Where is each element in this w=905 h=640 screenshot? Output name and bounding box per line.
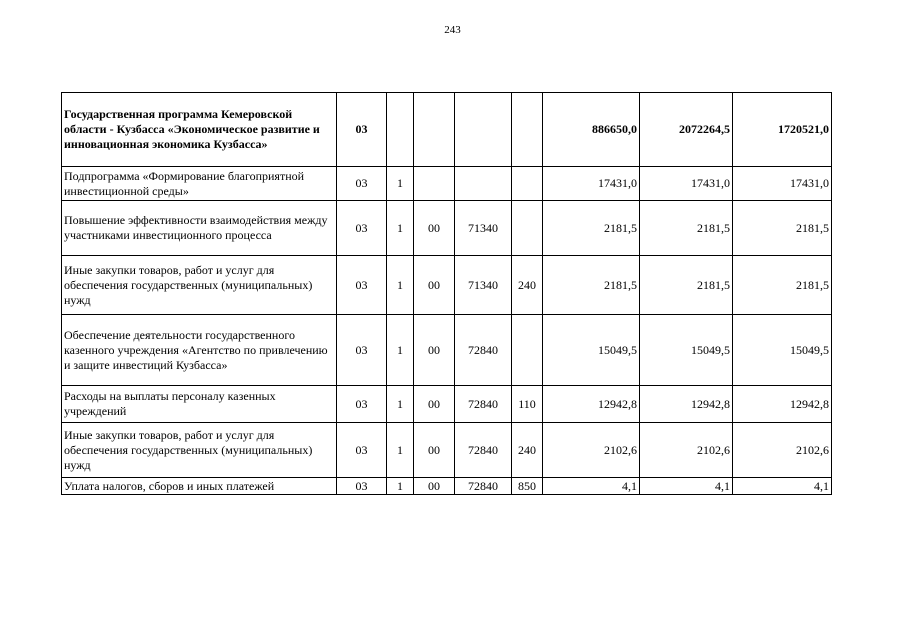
row-direction-code: 72840 bbox=[455, 315, 512, 386]
table-row bbox=[62, 386, 832, 423]
row-amount-2: 2181,5 bbox=[640, 201, 733, 256]
table-row bbox=[62, 478, 832, 495]
row-direction-code: 71340 bbox=[455, 256, 512, 315]
row-program-code bbox=[387, 93, 414, 167]
row-section-code: 03 bbox=[337, 93, 387, 167]
row-amount-1: 4,1 bbox=[543, 478, 640, 495]
row-direction-code bbox=[455, 93, 512, 167]
row-expense-type-code: 240 bbox=[512, 256, 543, 315]
row-amount-1: 2181,5 bbox=[543, 201, 640, 256]
row-amount-1: 12942,8 bbox=[543, 386, 640, 423]
row-section-code: 03 bbox=[337, 201, 387, 256]
row-section-code: 03 bbox=[337, 256, 387, 315]
row-name: Повышение эффективности взаимодействия между участниками инвестиционного процесса bbox=[62, 201, 337, 256]
row-subprogram-code bbox=[414, 167, 455, 201]
table-row bbox=[62, 315, 832, 386]
page-number: 243 bbox=[444, 24, 461, 36]
row-section-code: 03 bbox=[337, 167, 387, 201]
row-amount-1: 2181,5 bbox=[543, 256, 640, 315]
row-direction-code: 72840 bbox=[455, 478, 512, 495]
row-amount-2: 2072264,5 bbox=[640, 93, 733, 167]
row-subprogram-code: 00 bbox=[414, 478, 455, 495]
row-program-code: 1 bbox=[387, 201, 414, 256]
row-amount-1: 15049,5 bbox=[543, 315, 640, 386]
table-row bbox=[62, 93, 832, 167]
table-row bbox=[62, 201, 832, 256]
row-program-code: 1 bbox=[387, 423, 414, 478]
row-section-code: 03 bbox=[337, 315, 387, 386]
row-amount-2: 12942,8 bbox=[640, 386, 733, 423]
row-expense-type-code bbox=[512, 167, 543, 201]
row-direction-code: 72840 bbox=[455, 386, 512, 423]
row-subprogram-code: 00 bbox=[414, 386, 455, 423]
row-expense-type-code: 110 bbox=[512, 386, 543, 423]
row-amount-3: 2181,5 bbox=[733, 201, 832, 256]
row-amount-1: 886650,0 bbox=[543, 93, 640, 167]
row-direction-code: 72840 bbox=[455, 423, 512, 478]
row-program-code: 1 bbox=[387, 167, 414, 201]
row-name: Подпрограмма «Формирование благоприятной инвестиционной среды» bbox=[62, 167, 337, 201]
row-amount-3: 2181,5 bbox=[733, 256, 832, 315]
row-name: Расходы на выплаты персоналу казенных учреждений bbox=[62, 386, 337, 423]
table-row bbox=[62, 423, 832, 478]
row-amount-3: 2102,6 bbox=[733, 423, 832, 478]
row-section-code: 03 bbox=[337, 478, 387, 495]
row-amount-2: 2181,5 bbox=[640, 256, 733, 315]
row-amount-2: 4,1 bbox=[640, 478, 733, 495]
row-subprogram-code: 00 bbox=[414, 315, 455, 386]
row-expense-type-code bbox=[512, 201, 543, 256]
row-amount-2: 15049,5 bbox=[640, 315, 733, 386]
row-direction-code: 71340 bbox=[455, 201, 512, 256]
row-amount-3: 1720521,0 bbox=[733, 93, 832, 167]
row-section-code: 03 bbox=[337, 423, 387, 478]
table-row bbox=[62, 256, 832, 315]
row-name: Иные закупки товаров, работ и услуг для обеспечения государственных (муниципальных) нужд bbox=[62, 256, 337, 315]
row-amount-1: 2102,6 bbox=[543, 423, 640, 478]
row-name: Государственная программа Кемеровской области - Кузбасса «Экономическое развитие и инновационная экономика Кузбасса» bbox=[62, 93, 337, 167]
row-subprogram-code: 00 bbox=[414, 201, 455, 256]
row-direction-code bbox=[455, 167, 512, 201]
row-amount-2: 17431,0 bbox=[640, 167, 733, 201]
row-amount-2: 2102,6 bbox=[640, 423, 733, 478]
row-amount-1: 17431,0 bbox=[543, 167, 640, 201]
row-name: Обеспечение деятельности государственного казенного учреждения «Агентство по привлечению и защите инвестиций Кузбасса» bbox=[62, 315, 337, 386]
budget-table bbox=[61, 92, 832, 495]
row-amount-3: 15049,5 bbox=[733, 315, 832, 386]
row-expense-type-code: 850 bbox=[512, 478, 543, 495]
row-subprogram-code bbox=[414, 93, 455, 167]
row-program-code: 1 bbox=[387, 386, 414, 423]
row-amount-3: 12942,8 bbox=[733, 386, 832, 423]
table-row bbox=[62, 167, 832, 201]
row-section-code: 03 bbox=[337, 386, 387, 423]
row-program-code: 1 bbox=[387, 315, 414, 386]
row-expense-type-code bbox=[512, 93, 543, 167]
row-expense-type-code bbox=[512, 315, 543, 386]
row-program-code: 1 bbox=[387, 256, 414, 315]
row-name: Иные закупки товаров, работ и услуг для обеспечения государственных (муниципальных) нужд bbox=[62, 423, 337, 478]
row-subprogram-code: 00 bbox=[414, 256, 455, 315]
row-program-code: 1 bbox=[387, 478, 414, 495]
row-amount-3: 4,1 bbox=[733, 478, 832, 495]
row-subprogram-code: 00 bbox=[414, 423, 455, 478]
row-expense-type-code: 240 bbox=[512, 423, 543, 478]
row-name: Уплата налогов, сборов и иных платежей bbox=[62, 478, 337, 495]
row-amount-3: 17431,0 bbox=[733, 167, 832, 201]
